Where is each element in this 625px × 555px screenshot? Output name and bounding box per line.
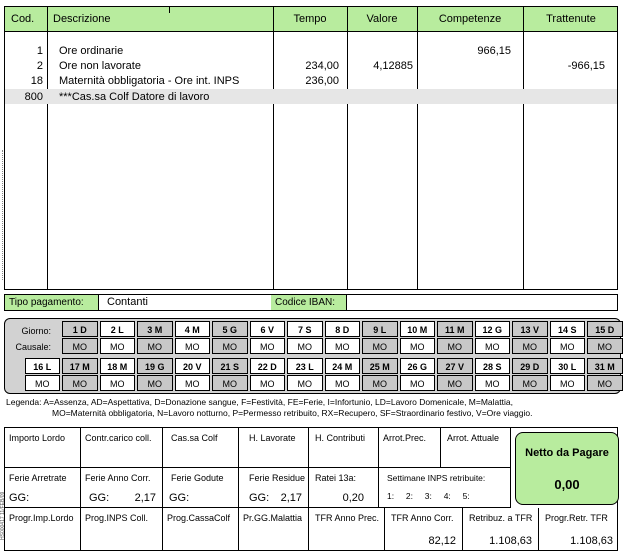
calendar-causale: MO bbox=[212, 375, 248, 391]
prog-cassacolf-label: Prog.CassaColf bbox=[167, 513, 231, 523]
importo-lordo-label: Importo Lordo bbox=[9, 433, 66, 443]
calendar-day: 9 L bbox=[362, 321, 398, 337]
calendar-day: 30 L bbox=[550, 358, 586, 374]
netto-da-pagare-box bbox=[515, 432, 619, 505]
calendar-day: 22 D bbox=[250, 358, 286, 374]
ferie-godute-label: Ferie Godute bbox=[171, 473, 224, 483]
calendar-day: 8 D bbox=[325, 321, 361, 337]
side-note: HS000417 11/FEB/09 bbox=[0, 491, 6, 540]
calendar-causale: MO bbox=[62, 375, 98, 391]
calendar-day: 26 G bbox=[400, 358, 436, 374]
header-cod: Cod. bbox=[11, 13, 35, 25]
calendar-day: 10 M bbox=[400, 321, 436, 337]
header-descrizione: Descrizione bbox=[53, 13, 111, 25]
tfr-anno-corr-value: 82,12 bbox=[428, 535, 456, 547]
arrot-prec-cell bbox=[379, 428, 441, 468]
calendar-day: 14 S bbox=[550, 321, 586, 337]
tfr-anno-prec-label: TFR Anno Prec. bbox=[315, 513, 380, 523]
calendar-causale: MO bbox=[475, 375, 511, 391]
header-tempo: Tempo bbox=[293, 13, 327, 25]
col-divider bbox=[523, 7, 524, 289]
attendance-calendar bbox=[4, 318, 621, 394]
settimane-nums: 1: 2: 3: 4: 5: bbox=[387, 491, 470, 501]
ferie-arretrate-label: Ferie Arretrate bbox=[9, 473, 67, 483]
ferie-residue-cell bbox=[239, 468, 309, 508]
calendar-day: 21 S bbox=[212, 358, 248, 374]
pr-gg-malattia-label: Pr.GG.Malattia bbox=[243, 513, 303, 523]
tfr-anno-corr-label: TFR Anno Corr. bbox=[391, 513, 454, 523]
calendar-day: 24 M bbox=[325, 358, 361, 374]
calendar-causale: MO bbox=[137, 375, 173, 391]
row-trattenute: -966,15 bbox=[567, 60, 605, 72]
ferie-residue-value: 2,17 bbox=[280, 492, 302, 504]
tfr-anno-corr-cell bbox=[385, 508, 463, 550]
header-trattenute: Trattenute bbox=[546, 13, 596, 25]
progr-retr-tfr-value: 1.108,63 bbox=[570, 535, 613, 547]
cassa-colf-label: Cas.sa Colf bbox=[171, 433, 218, 443]
calendar-causale: MO bbox=[100, 338, 136, 354]
calendar-day: 29 D bbox=[512, 358, 548, 374]
payment-row bbox=[4, 294, 618, 311]
col-divider bbox=[169, 7, 170, 13]
row-cod: 2 bbox=[36, 60, 43, 72]
calendar-causale: MO bbox=[437, 338, 473, 354]
tipo-pagamento-label: Tipo pagamento: bbox=[5, 295, 99, 310]
retribuz-tfr-value: 1.108,63 bbox=[489, 535, 532, 547]
ferie-residue-label: Ferie Residue bbox=[249, 473, 306, 483]
contr-carico-cell bbox=[81, 428, 163, 468]
retribuz-tfr-cell bbox=[463, 508, 539, 550]
calendar-day: 6 V bbox=[250, 321, 286, 337]
h-lavorate-cell bbox=[239, 428, 309, 468]
arrot-attuale-label: Arrot. Attuale bbox=[447, 433, 500, 443]
calendar-day: 1 D bbox=[62, 321, 98, 337]
tfr-anno-prec-cell bbox=[309, 508, 385, 550]
legend-line-1: Legenda: A=Assenza, AD=Aspettativa, D=Donazione sangue, F=Festività, FE=Ferie, I=Infortunio, LD=Lavoro Domenicale, M=Malattia, bbox=[6, 397, 513, 407]
legend-line-2: MO=Maternità obbligatoria, N=Lavoro notturno, P=Permesso retribuito, RX=Recupero, SF=Straordinario festivo, V=Ore viaggio. bbox=[52, 408, 533, 418]
calendar-causale: MO bbox=[400, 338, 436, 354]
calendar-day: 7 S bbox=[287, 321, 323, 337]
calendar-causale: MO bbox=[400, 375, 436, 391]
calendar-causale: MO bbox=[137, 338, 173, 354]
h-contributi-cell bbox=[309, 428, 379, 468]
calendar-causale: MO bbox=[25, 375, 61, 391]
prog-inps-cell bbox=[81, 508, 163, 550]
payslip-items-table bbox=[4, 6, 618, 290]
calendar-day: 4 M bbox=[175, 321, 211, 337]
calendar-causale: MO bbox=[362, 375, 398, 391]
calendar-causale: MO bbox=[250, 338, 286, 354]
ferie-residue-gg: GG: bbox=[249, 492, 270, 504]
ferie-anno-corr-gg: GG: bbox=[89, 492, 110, 504]
calendar-causale: MO bbox=[325, 338, 361, 354]
ferie-anno-corr-value: 2,17 bbox=[134, 492, 156, 504]
calendar-day: 18 M bbox=[100, 358, 136, 374]
calendar-causale: MO bbox=[287, 338, 323, 354]
row-competenze: 966,15 bbox=[477, 45, 511, 57]
header-valore: Valore bbox=[366, 13, 398, 25]
calendar-causale: MO bbox=[550, 375, 586, 391]
iban-value bbox=[347, 295, 355, 310]
calendar-day: 11 M bbox=[437, 321, 473, 337]
row-desc: Ore non lavorate bbox=[59, 60, 141, 72]
ratei13-label: Ratei 13a: bbox=[315, 473, 357, 483]
calendar-day: 20 V bbox=[175, 358, 211, 374]
row-cod: 18 bbox=[30, 75, 43, 87]
progr-retr-tfr-label: Progr.Retr. TFR bbox=[545, 513, 608, 523]
ratei13-cell bbox=[309, 468, 379, 508]
row-desc: Ore ordinarie bbox=[59, 45, 124, 57]
calendar-causale: MO bbox=[325, 375, 361, 391]
calendar-causale: MO bbox=[550, 338, 586, 354]
importo-lordo-cell bbox=[5, 428, 81, 468]
col-divider bbox=[273, 7, 274, 289]
ferie-anno-corr-label: Ferie Anno Corr. bbox=[85, 473, 151, 483]
col-divider bbox=[347, 7, 348, 289]
ferie-godute-cell bbox=[163, 468, 239, 508]
calendar-causale: MO bbox=[437, 375, 473, 391]
h-contributi-label: H. Contributi bbox=[315, 433, 366, 443]
calendar-day: 2 L bbox=[100, 321, 136, 337]
calendar-causale: MO bbox=[175, 338, 211, 354]
calendar-causale: MO bbox=[287, 375, 323, 391]
prog-inps-label: Prog.INPS Coll. bbox=[85, 513, 149, 523]
edge-dots bbox=[2, 150, 4, 280]
calendar-day: 17 M bbox=[62, 358, 98, 374]
pr-gg-malattia-cell bbox=[239, 508, 309, 550]
calendar-causale: MO bbox=[475, 338, 511, 354]
calendar-causale: MO bbox=[362, 338, 398, 354]
tipo-pagamento-value: Contanti bbox=[107, 296, 148, 308]
calendar-day: 23 L bbox=[287, 358, 323, 374]
settimane-inps-cell bbox=[379, 468, 511, 508]
contr-carico-label: Contr.carico coll. bbox=[85, 433, 152, 443]
arrot-attuale-cell bbox=[441, 428, 511, 468]
netto-value: 0,00 bbox=[554, 477, 580, 492]
calendar-causale: MO bbox=[62, 338, 98, 354]
calendar-causale: MO bbox=[175, 375, 211, 391]
header-competenze: Competenze bbox=[438, 13, 502, 25]
calendar-causale: MO bbox=[512, 375, 548, 391]
calendar-day: 16 L bbox=[25, 358, 61, 374]
calendar-day: 5 G bbox=[212, 321, 248, 337]
retribuz-tfr-label: Retribuz. a TFR bbox=[469, 513, 533, 523]
progr-imp-lordo-label: Progr.Imp.Lordo bbox=[9, 513, 74, 523]
prog-cassacolf-cell bbox=[163, 508, 239, 550]
calendar-causale: MO bbox=[250, 375, 286, 391]
causale-label: Causale: bbox=[15, 342, 51, 352]
calendar-causale: MO bbox=[512, 338, 548, 354]
calendar-day: 31 M bbox=[587, 358, 623, 374]
calendar-day: 13 V bbox=[512, 321, 548, 337]
calendar-day: 25 M bbox=[362, 358, 398, 374]
calendar-day: 15 D bbox=[587, 321, 623, 337]
calendar-causale: MO bbox=[100, 375, 136, 391]
progr-retr-tfr-cell bbox=[539, 508, 619, 550]
calendar-day: 12 G bbox=[475, 321, 511, 337]
settimane-label: Settimane INPS retribuite: bbox=[387, 473, 486, 483]
row-tempo: 236,00 bbox=[305, 75, 339, 87]
calendar-day: 19 G bbox=[137, 358, 173, 374]
calendar-causale: MO bbox=[587, 375, 623, 391]
row-cod: 1 bbox=[36, 45, 43, 57]
progr-imp-lordo-cell bbox=[5, 508, 81, 550]
col-divider bbox=[47, 7, 48, 289]
ferie-godute-gg: GG: bbox=[169, 492, 190, 504]
row-cod: 800 bbox=[24, 91, 43, 103]
arrot-prec-label: Arrot.Prec. bbox=[383, 433, 427, 443]
ferie-arretrate-cell bbox=[5, 468, 81, 508]
ferie-anno-corr-cell bbox=[81, 468, 163, 508]
calendar-causale: MO bbox=[212, 338, 248, 354]
row-tempo: 234,00 bbox=[305, 60, 339, 72]
row-valore: 4,12885 bbox=[373, 60, 413, 72]
calendar-day: 3 M bbox=[137, 321, 173, 337]
row-desc: ***Cas.sa Colf Datore di lavoro bbox=[59, 91, 210, 103]
calendar-day: 27 V bbox=[437, 358, 473, 374]
calendar-day: 28 S bbox=[475, 358, 511, 374]
giorno-label: Giorno: bbox=[21, 326, 51, 336]
ratei13-value: 0,20 bbox=[342, 492, 364, 504]
calendar-causale: MO bbox=[587, 338, 623, 354]
row-desc: Maternità obbligatoria - Ore int. INPS bbox=[59, 75, 240, 87]
h-lavorate-label: H. Lavorate bbox=[249, 433, 296, 443]
legend bbox=[6, 397, 616, 419]
ferie-arretrate-gg: GG: bbox=[9, 492, 30, 504]
iban-label: Codice IBAN: bbox=[271, 295, 347, 310]
netto-label: Netto da Pagare bbox=[525, 447, 609, 459]
cassa-colf-cell bbox=[163, 428, 239, 468]
summary-box bbox=[4, 427, 618, 551]
